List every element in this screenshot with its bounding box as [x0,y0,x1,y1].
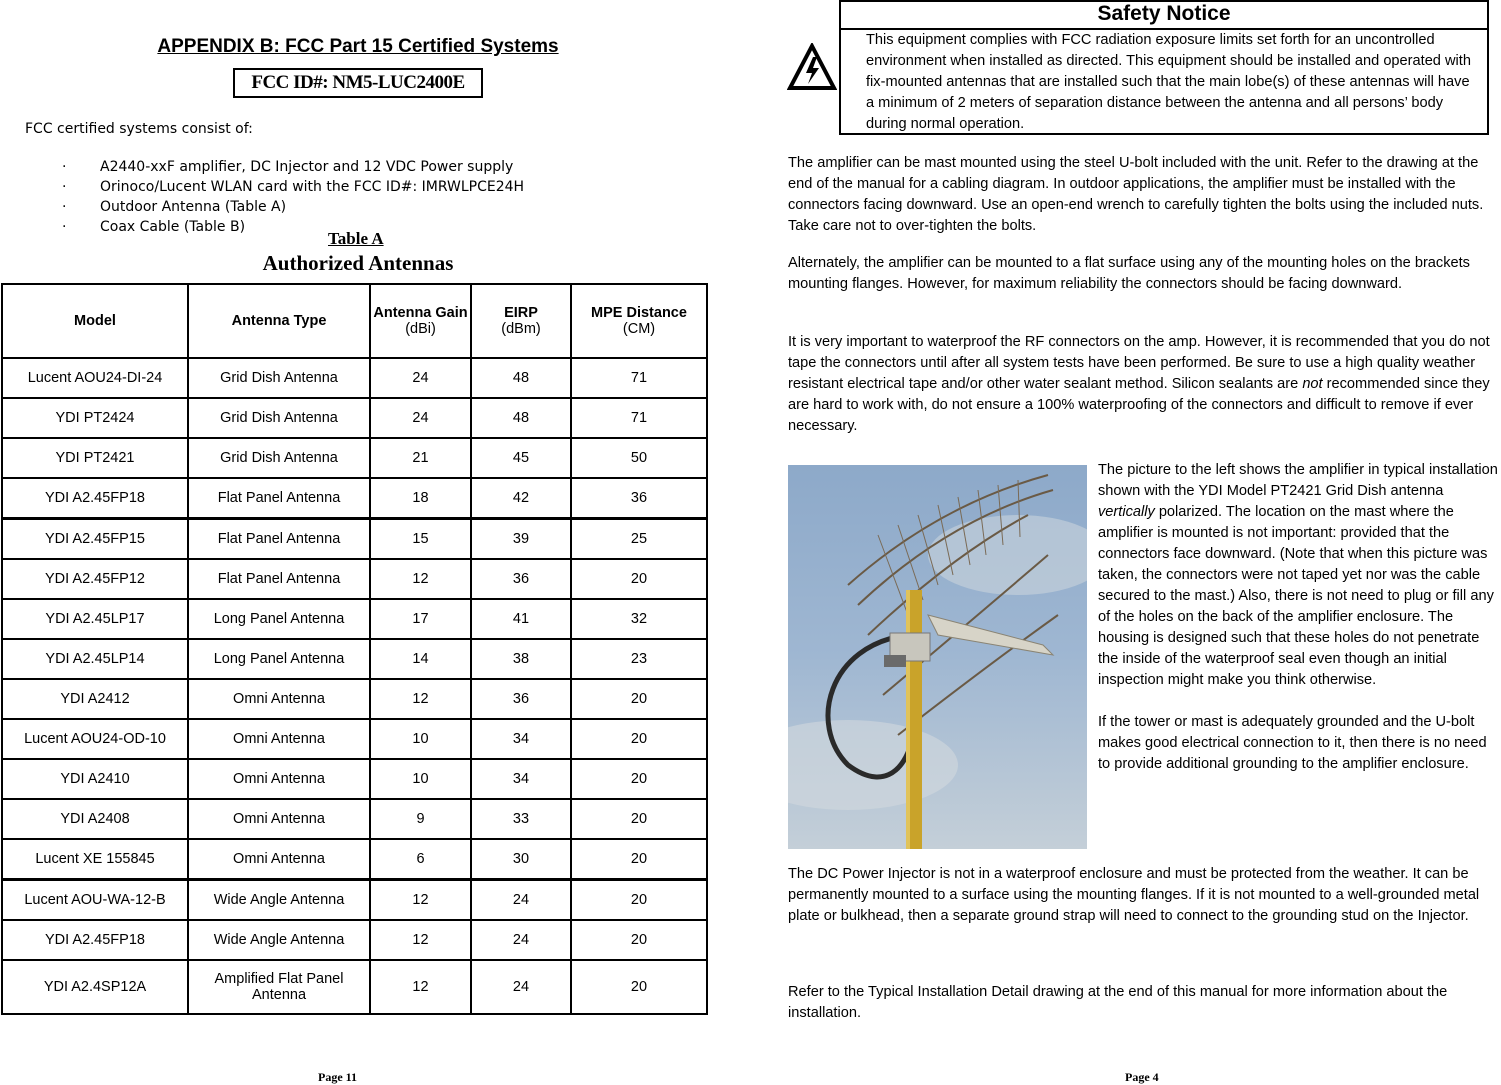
header-mpe-label: MPE Distance [591,305,687,321]
photo-text-emphasis: vertically [1098,504,1155,520]
table-row [2,358,707,398]
table-cell-type: Omni Antenna [188,759,370,799]
table-cell-eirp: 24 [471,880,571,921]
table-cell-model: YDI A2412 [2,679,188,719]
page-number: Page 4 [1125,1070,1159,1084]
high-voltage-warning-icon [787,43,837,91]
table-cell-type: Wide Angle Antenna [188,880,370,921]
flat-mount-paragraph: Alternately, the amplifier can be mounted to a flat surface using any of the mounting holes on the brackets mounting flanges. However, for maximum reliability the connectors should be facing downward. [788,255,1470,292]
amplifier-installation-photo [788,465,1087,849]
table-cell-type: Flat Panel Antenna [188,519,370,560]
page-number: Page 11 [318,1070,357,1084]
table-cell-eirp: 34 [471,719,571,759]
table-cell-eirp: 42 [471,478,571,519]
table-title: Authorized Antennas [262,251,454,275]
table-cell-type: Grid Dish Antenna [188,398,370,438]
table-cell-gain: 10 [370,719,471,759]
table-cell-eirp: 45 [471,438,571,478]
waterproof-text-a: It is very important to waterproof the RF connectors on the amp. However, it is recommended that you do not tape the connectors until after all system tests have been performed. Be sure to use a high quality weather resistant electrical tape and/or other water sealant method. Silicon sealants are [788,334,1490,392]
header-gain [370,284,471,358]
table-cell-mpe: 20 [571,799,707,839]
table-cell-eirp: 36 [471,679,571,719]
table-cell-type: Omni Antenna [188,799,370,839]
table-cell-gain: 12 [370,679,471,719]
table-body [2,358,707,1014]
bullet-marker: · [62,199,67,215]
table-cell-eirp: 24 [471,960,571,1014]
table-cell-eirp: 33 [471,799,571,839]
waterproof-text-emphasis: not [1302,376,1323,392]
reference-paragraph: Refer to the Typical Installation Detail drawing at the end of this manual for more information about the installation. [788,984,1448,1021]
table-cell-type: Flat Panel Antenna [188,478,370,519]
table-row [2,599,707,639]
photo-text-a: The picture to the left shows the amplifier in typical installation shown with the YDI Model PT2421 Grid Dish antenna [1098,462,1498,499]
table-cell-mpe: 20 [571,559,707,599]
table-cell-gain: 12 [370,880,471,921]
table-cell-eirp: 41 [471,599,571,639]
waterproof-text-b: recommended since they are hard to work with, do not ensure a 100% waterproofing of the connectors and difficult to remove if ever necessary. [788,376,1490,434]
table-cell-gain: 12 [370,920,471,960]
intro-text: FCC certified systems consist of: [25,121,253,137]
table-cell-type: Grid Dish Antenna [188,358,370,398]
table-cell-type: Wide Angle Antenna [188,920,370,960]
table-row [2,478,707,519]
table-cell-model: YDI A2.45LP14 [2,639,188,679]
table-cell-gain: 15 [370,519,471,560]
table-cell-eirp: 30 [471,839,571,880]
table-cell-model: YDI A2.45FP18 [2,478,188,519]
table-cell-eirp: 36 [471,559,571,599]
header-mpe-unit: (CM) [622,321,656,337]
table-row [2,559,707,599]
table-row [2,438,707,478]
appendix-title: APPENDIX B: FCC Part 15 Certified Systems [157,36,559,57]
table-row [2,519,707,560]
table-cell-mpe: 25 [571,519,707,560]
table-cell-mpe: 20 [571,759,707,799]
table-cell-eirp: 34 [471,759,571,799]
table-cell-mpe: 71 [571,398,707,438]
table-cell-model: Lucent AOU24-DI-24 [2,358,188,398]
table-cell-mpe: 20 [571,880,707,921]
table-cell-mpe: 20 [571,920,707,960]
table-cell-type: Amplified Flat Panel Antenna [188,960,370,1014]
photo-description [1098,460,1500,775]
table-cell-eirp: 48 [471,358,571,398]
bullet-item: A2440-xxF amplifier, DC Injector and 12 VDC Power supply [100,159,514,175]
table-cell-model: YDI A2.45LP17 [2,599,188,639]
header-antenna-type: Antenna Type [188,284,370,358]
table-row [2,880,707,921]
safety-notice-text: This equipment complies with FCC radiation exposure limits set forth for an uncontrolled environment when installed as directed. This equipment should be installed and operated with fix-mounted antennas that are installed such that the main lobe(s) of these antennas will have a minimum of 2 meters of separation distance between the antenna and all persons’ body during normal operation. [866,32,1471,132]
injector-paragraph: The DC Power Injector is not in a waterproof enclosure and must be protected from the weather. It can be permanently mounted to a surface using the mounting flanges. If it is not mounted to a well-grounded metal plate or bulkhead, then a separate ground strap will need to connect to the grounding stud on the Injector. [788,866,1480,924]
table-cell-model: YDI A2.4SP12A [2,960,188,1014]
table-cell-eirp: 38 [471,639,571,679]
table-cell-eirp: 48 [471,398,571,438]
table-cell-type: Grid Dish Antenna [188,438,370,478]
table-cell-gain: 12 [370,960,471,1014]
table-cell-gain: 18 [370,478,471,519]
table-cell-mpe: 50 [571,438,707,478]
table-row [2,398,707,438]
table-cell-model: Lucent AOU-WA-12-B [2,880,188,921]
table-cell-gain: 24 [370,398,471,438]
grounding-text: If the tower or mast is adequately grounded and the U-bolt makes good electrical connection to it, then there is no need to provide additional grounding to the amplifier enclosure. [1098,714,1487,772]
mounting-paragraph: The amplifier can be mast mounted using the steel U-bolt included with the unit. Refer to the drawing at the end of the manual for a cabling diagram. In outdoor applications, the amplifier must be installed with the connectors facing downward. Use an open-end wrench to carefully tighten the bolts using the included nuts. Take care not to over-tighten the bolts. [788,155,1484,234]
table-cell-mpe: 20 [571,960,707,1014]
header-gain-unit: (dBi) [405,321,436,337]
table-cell-mpe: 36 [571,478,707,519]
table-cell-type: Omni Antenna [188,679,370,719]
table-header-row [2,284,707,358]
header-eirp [471,284,571,358]
table-cell-model: Lucent AOU24-OD-10 [2,719,188,759]
table-cell-type: Omni Antenna [188,719,370,759]
table-row [2,679,707,719]
table-row [2,920,707,960]
header-mpe [571,284,707,358]
table-row [2,839,707,880]
bullet-item: Orinoco/Lucent WLAN card with the FCC ID#: IMRWLPCE24H [100,179,525,195]
bullet-item: Outdoor Antenna (Table A) [100,199,287,215]
table-cell-gain: 17 [370,599,471,639]
header-model: Model [2,284,188,358]
table-cell-gain: 24 [370,358,471,398]
header-eirp-label: EIRP [504,305,538,321]
table-cell-type: Long Panel Antenna [188,639,370,679]
fcc-id-box: FCC ID#: NM5-LUC2400E [233,68,483,98]
table-row [2,639,707,679]
table-cell-model: YDI A2.45FP18 [2,920,188,960]
table-cell-model: Lucent XE 155845 [2,839,188,880]
safety-notice-box [839,0,1489,135]
table-cell-mpe: 20 [571,719,707,759]
photo-text-b: polarized. The location on the mast where the amplifier is mounted is not important: provided that the connectors face downward. (Note that when this picture was taken, the connectors were not taped yet nor was the cable secured to the mast.) Also, there is not need to plug or fill any of the holes on the back of the amplifier enclosure. The housing is designed such that these holes do not penetrate the inside of the waterproof seal even though an initial inspection might make you think otherwise. [1098,504,1494,688]
table-cell-mpe: 20 [571,839,707,880]
antenna-table [1,283,708,1015]
table-cell-gain: 10 [370,759,471,799]
table-cell-type: Long Panel Antenna [188,599,370,639]
table-cell-type: Omni Antenna [188,839,370,880]
table-row [2,799,707,839]
table-row [2,960,707,1014]
table-cell-mpe: 32 [571,599,707,639]
table-cell-gain: 9 [370,799,471,839]
table-cell-gain: 21 [370,438,471,478]
table-row [2,759,707,799]
table-cell-model: YDI A2.45FP12 [2,559,188,599]
safety-notice-title: Safety Notice [841,2,1487,30]
table-cell-model: YDI A2.45FP15 [2,519,188,560]
bullet-marker: · [62,159,67,175]
waterproof-paragraph [788,332,1501,437]
bullet-item: Coax Cable (Table B) [100,219,246,235]
table-cell-gain: 6 [370,839,471,880]
table-cell-mpe: 71 [571,358,707,398]
table-cell-eirp: 24 [471,920,571,960]
table-cell-gain: 14 [370,639,471,679]
table-cell-type: Flat Panel Antenna [188,559,370,599]
table-caption: Table A [328,229,384,248]
bullet-marker: · [62,219,67,235]
table-cell-mpe: 20 [571,679,707,719]
table-cell-gain: 12 [370,559,471,599]
table-cell-mpe: 23 [571,639,707,679]
table-row [2,719,707,759]
table-cell-model: YDI PT2421 [2,438,188,478]
table-cell-model: YDI A2408 [2,799,188,839]
table-cell-model: YDI PT2424 [2,398,188,438]
bullet-marker: · [62,179,67,195]
table-cell-model: YDI A2410 [2,759,188,799]
header-eirp-unit: (dBm) [501,321,541,337]
header-gain-label: Antenna Gain [373,305,468,321]
table-cell-eirp: 39 [471,519,571,560]
